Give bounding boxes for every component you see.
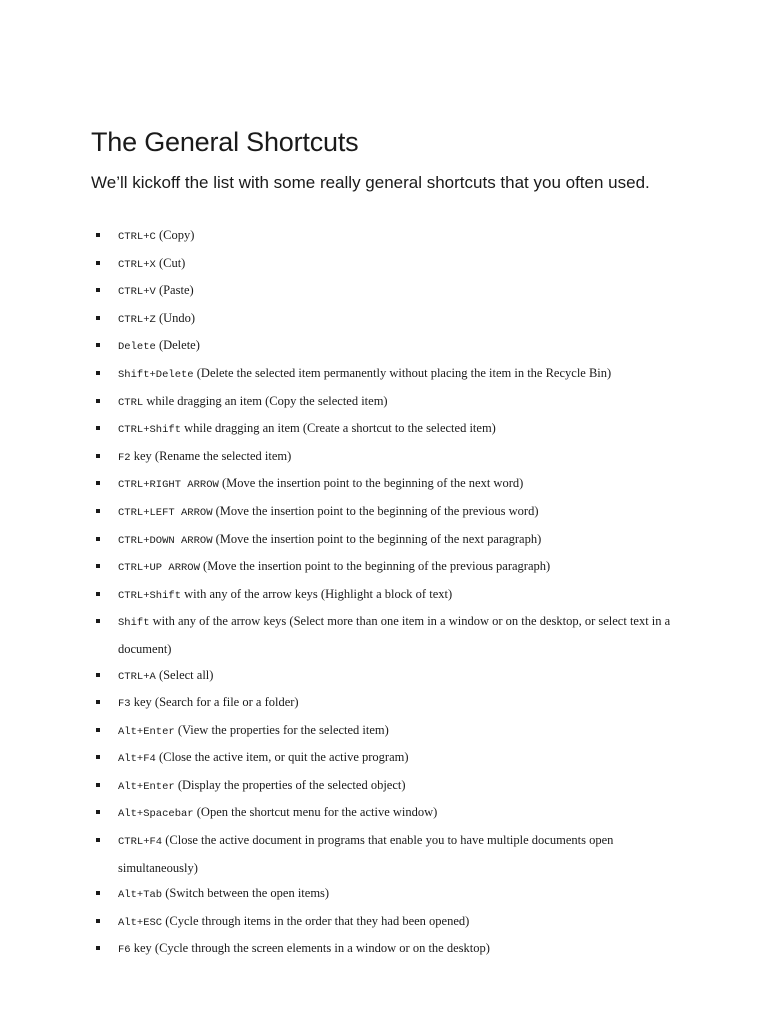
shortcut-description: (Cycle through items in the order that they had been opened) bbox=[162, 913, 470, 928]
shortcut-description: while dragging an item (Create a shortcut to the selected item) bbox=[181, 421, 496, 436]
square-bullet-icon bbox=[96, 316, 100, 320]
list-item bbox=[91, 499, 688, 527]
list-item bbox=[91, 718, 688, 746]
square-bullet-icon bbox=[96, 343, 100, 347]
list-item bbox=[91, 609, 688, 662]
shortcut-description: key (Search for a file or a folder) bbox=[130, 695, 299, 710]
square-bullet-icon bbox=[96, 288, 100, 292]
list-item bbox=[91, 828, 688, 881]
list-item bbox=[91, 582, 688, 610]
list-item bbox=[91, 881, 688, 909]
square-bullet-icon bbox=[96, 509, 100, 513]
shortcut-description: while dragging an item (Copy the selected item) bbox=[143, 393, 388, 408]
shortcut-description: (Copy) bbox=[155, 228, 195, 242]
shortcut-key: CTRL+V bbox=[118, 286, 156, 299]
list-item bbox=[91, 251, 688, 279]
shortcut-key: CTRL+RIGHT ARROW bbox=[118, 479, 219, 492]
square-bullet-icon bbox=[96, 399, 100, 403]
square-bullet-icon bbox=[96, 233, 100, 237]
square-bullet-icon bbox=[96, 673, 100, 677]
list-item bbox=[91, 333, 688, 361]
shortcut-description: (Undo) bbox=[155, 310, 196, 325]
shortcut-key: CTRL+LEFT ARROW bbox=[118, 506, 213, 519]
shortcut-description: (Display the properties of the selected object) bbox=[174, 777, 406, 792]
shortcut-key: CTRL+F4 bbox=[118, 836, 163, 849]
list-item bbox=[91, 361, 688, 389]
shortcut-key: Alt+ESC bbox=[118, 916, 163, 929]
shortcut-key: CTRL+Z bbox=[118, 313, 156, 326]
shortcut-list bbox=[91, 223, 731, 964]
shortcut-description: (Move the insertion point to the beginning of the previous paragraph) bbox=[199, 559, 551, 574]
square-bullet-icon bbox=[96, 810, 100, 814]
list-item bbox=[91, 773, 688, 801]
list-item bbox=[91, 936, 688, 964]
square-bullet-icon bbox=[96, 838, 100, 842]
square-bullet-icon bbox=[96, 619, 100, 623]
shortcut-key: F6 bbox=[118, 944, 131, 957]
list-item bbox=[91, 663, 688, 691]
shortcut-key: CTRL+Shift bbox=[118, 424, 182, 437]
shortcut-key: F3 bbox=[118, 698, 131, 711]
shortcut-description: (Delete) bbox=[155, 338, 200, 353]
square-bullet-icon bbox=[96, 261, 100, 265]
shortcut-description: (Close the active item, or quit the active program) bbox=[155, 750, 409, 765]
square-bullet-icon bbox=[96, 919, 100, 923]
square-bullet-icon bbox=[96, 728, 100, 732]
shortcut-description: (Close the active document in programs that enable you to have multiple documents open simultaneously) bbox=[118, 833, 614, 875]
list-item bbox=[91, 389, 688, 417]
list-item bbox=[91, 690, 688, 718]
square-bullet-icon bbox=[96, 755, 100, 759]
square-bullet-icon bbox=[96, 371, 100, 375]
shortcut-description: with any of the arrow keys (Select more than one item in a window or on the desktop, or select text in a document) bbox=[118, 614, 671, 656]
shortcut-description: (Switch between the open items) bbox=[162, 886, 330, 901]
shortcut-key: CTRL+DOWN ARROW bbox=[118, 534, 213, 547]
shortcut-description: key (Rename the selected item) bbox=[130, 448, 292, 463]
square-bullet-icon bbox=[96, 481, 100, 485]
shortcut-key: CTRL+Shift bbox=[118, 589, 182, 602]
shortcut-description: (Open the shortcut menu for the active window) bbox=[193, 805, 438, 820]
shortcut-key: Alt+Enter bbox=[118, 780, 175, 793]
shortcut-key: Alt+F4 bbox=[118, 753, 156, 766]
list-item bbox=[91, 745, 688, 773]
shortcut-key: Alt+Tab bbox=[118, 889, 163, 902]
shortcut-key: Shift bbox=[118, 617, 150, 630]
shortcut-key: CTRL+UP ARROW bbox=[118, 562, 200, 575]
shortcut-key: F2 bbox=[118, 451, 131, 464]
list-item bbox=[91, 278, 688, 306]
shortcut-key: Delete bbox=[118, 341, 156, 354]
list-item bbox=[91, 444, 688, 472]
intro-paragraph: We’ll kickoff the list with some really general shortcuts that you often used. bbox=[91, 173, 650, 192]
shortcut-key: Shift+Delete bbox=[118, 368, 194, 381]
shortcut-key: CTRL+C bbox=[118, 231, 156, 243]
list-item bbox=[91, 223, 688, 251]
square-bullet-icon bbox=[96, 592, 100, 596]
square-bullet-icon bbox=[96, 946, 100, 950]
shortcut-key: Alt+Spacebar bbox=[118, 808, 194, 821]
shortcut-description: (View the properties for the selected item) bbox=[174, 722, 389, 737]
list-item bbox=[91, 306, 688, 334]
square-bullet-icon bbox=[96, 537, 100, 541]
list-item bbox=[91, 554, 688, 582]
shortcut-description: (Move the insertion point to the beginning of the next paragraph) bbox=[212, 531, 542, 546]
shortcut-key: CTRL+A bbox=[118, 670, 156, 683]
list-item bbox=[91, 471, 688, 499]
square-bullet-icon bbox=[96, 454, 100, 458]
article-body bbox=[91, 124, 731, 964]
shortcut-description: (Move the insertion point to the beginning of the previous word) bbox=[212, 503, 539, 518]
shortcut-key: CTRL bbox=[118, 396, 144, 409]
shortcut-description: (Cut) bbox=[155, 255, 186, 270]
shortcut-description: key (Cycle through the screen elements in a window or on the desktop) bbox=[130, 941, 490, 956]
square-bullet-icon bbox=[96, 783, 100, 787]
square-bullet-icon bbox=[96, 564, 100, 568]
shortcut-description: with any of the arrow keys (Highlight a block of text) bbox=[181, 586, 453, 601]
shortcut-description: (Move the insertion point to the beginning of the next word) bbox=[218, 476, 524, 491]
list-item bbox=[91, 800, 688, 828]
square-bullet-icon bbox=[96, 891, 100, 895]
shortcut-key: CTRL+X bbox=[118, 258, 156, 271]
list-item bbox=[91, 909, 688, 937]
shortcut-key: Alt+Enter bbox=[118, 725, 175, 738]
list-item bbox=[91, 527, 688, 555]
square-bullet-icon bbox=[96, 700, 100, 704]
shortcut-description: (Select all) bbox=[155, 667, 214, 682]
square-bullet-icon bbox=[96, 426, 100, 430]
page-title: The General Shortcuts bbox=[91, 127, 359, 157]
shortcut-description: (Paste) bbox=[155, 283, 194, 298]
shortcut-description: (Delete the selected item permanently without placing the item in the Recycle Bin) bbox=[193, 365, 612, 380]
list-item bbox=[91, 416, 688, 444]
